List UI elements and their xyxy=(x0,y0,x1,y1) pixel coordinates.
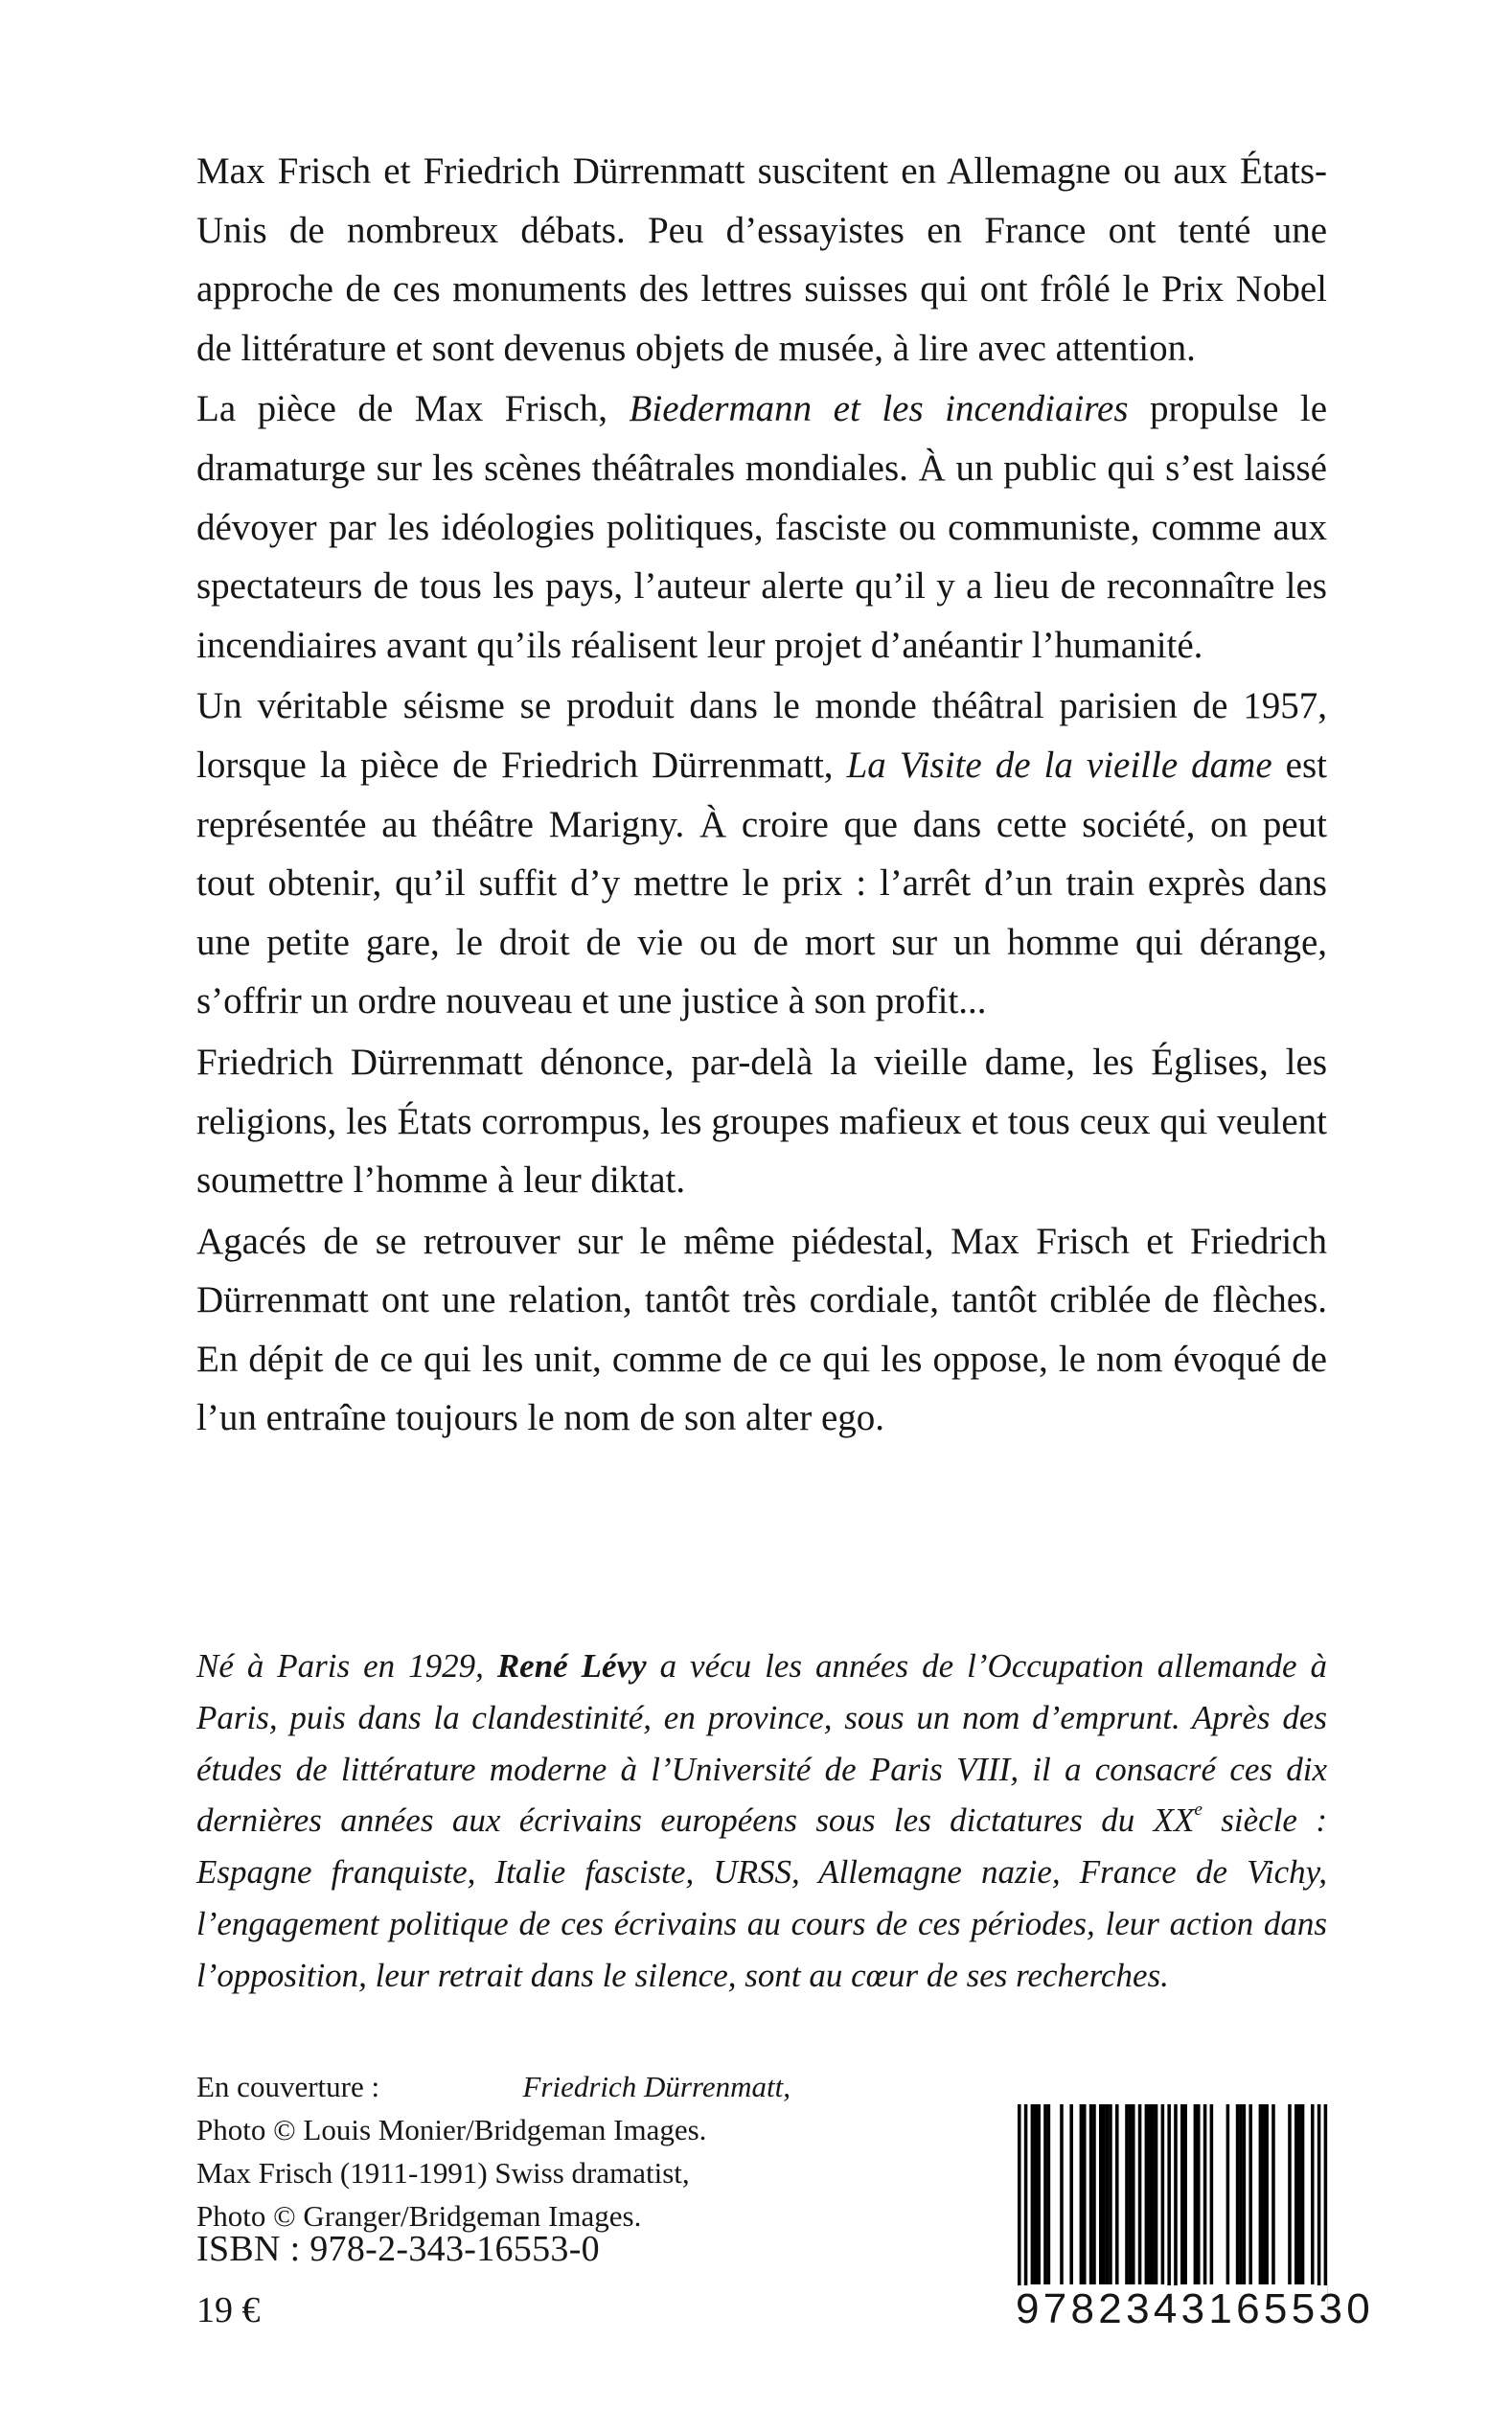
barcode-bar xyxy=(1262,2104,1266,2284)
barcode-digits: 9782343165530 xyxy=(1016,2285,1375,2332)
barcode-bar xyxy=(1031,2104,1035,2284)
barcode-bar xyxy=(1288,2104,1292,2284)
barcode-bar xyxy=(1265,2104,1269,2284)
barcode-bar xyxy=(1132,2104,1135,2284)
barcode-bar xyxy=(1203,2104,1207,2284)
barcode-bar xyxy=(1236,2104,1240,2284)
barcode-bar xyxy=(1069,2104,1073,2284)
barcode-bar xyxy=(1180,2104,1184,2284)
barcode-bar xyxy=(1311,2104,1315,2284)
summary-paragraph-5: Agacés de se retrouver sur le même piédestal, Max Frisch et Friedrich Dürrenmatt ont une relation, tantôt très cordiale, tantôt criblée de flèches. En dépit de ce qui les unit, comme de ce qui les oppose, le nom évoqué de l’un entraîne toujours le nom de son alter ego. xyxy=(196,1220,1327,1439)
credit-line-3: Max Frisch (1911-1991) Swiss dramatist, xyxy=(196,2156,690,2190)
barcode-bar xyxy=(1138,2104,1142,2284)
play-title-visite: La Visite de la vieille dame xyxy=(846,744,1272,786)
barcode-bar xyxy=(1037,2104,1041,2284)
barcode-bar xyxy=(1155,2104,1158,2284)
barcode-bar xyxy=(1167,2104,1171,2306)
barcode-bar xyxy=(1317,2104,1321,2306)
barcode-bar xyxy=(1197,2104,1201,2284)
summary-paragraph-4: Friedrich Dürrenmatt dénonce, par-delà la vieille dame, les Églises, les religions, les États corrompus, les groupes mafieux et tous ceux qui veulent soumettre l’homme à leur diktat. xyxy=(196,1041,1327,1202)
summary-paragraph-1: Max Frisch et Friedrich Dürrenmatt suscitent en Allemagne ou aux États-Unis de nombreux débats. Peu d’essayistes en France ont tenté une approche de ces monuments des lettres suisses qui ont frôlé le Prix Nobel de littérature et sont devenus objets de musée, à lire avec attention. xyxy=(196,150,1327,369)
isbn-number: ISBN : 978-2-343-16553-0 xyxy=(196,2229,600,2269)
barcode-bar xyxy=(1047,2104,1051,2284)
barcode-bar xyxy=(1271,2104,1275,2284)
barcode-bar xyxy=(1145,2104,1149,2284)
barcode-bar xyxy=(1043,2104,1047,2284)
book-summary xyxy=(196,142,1327,1448)
cover-photo-credits xyxy=(196,2065,790,2237)
barcode-bar xyxy=(1148,2104,1152,2284)
barcode-bar xyxy=(1018,2104,1021,2306)
credit-line-4: Photo © Granger/Bridgeman Images. xyxy=(196,2199,642,2233)
barcode-bar xyxy=(1060,2104,1064,2284)
barcode-bar xyxy=(1089,2104,1093,2284)
barcode-bar xyxy=(1297,2104,1301,2284)
barcode-bar xyxy=(1259,2104,1263,2284)
barcode-bar xyxy=(1324,2104,1328,2306)
barcode-bar xyxy=(1161,2104,1165,2284)
author-name: René Lévy xyxy=(496,1647,647,1685)
summary-paragraph-2: La pièce de Max Frisch, Biedermann et les incendiaires propulse le dramaturge sur les scènes théâtrales mondiales. À un public qui s’est laissé dévoyer par les idéologies politiques, fasciste ou communiste, comme aux spectateurs de tous les pays, l’auteur alerte qu’il y a lieu de reconnaître les incendiaires avant qu’ils réalisent leur projet d’anéantir l’humanité. xyxy=(196,388,1327,666)
barcode-bar xyxy=(1109,2104,1112,2284)
author-biography: Né à Paris en 1929, René Lévy a vécu les années de l’Occupation allemande à Paris, puis dans la clandestinité, en province, sous un nom d’emprunt. Après des études de littérature moderne à l’Université de Paris VIII, il a consacré ces dix dernières années aux écrivains européens sous les dictatures du XXe siècle : Espagne franquiste, Italie fasciste, URSS, Allemagne nazie, France de Vichy, l’engagement politique de ces écrivains au cours de ces périodes, leur action dans l’opposition, leur retrait dans le silence, sont au cœur de ses recherches. xyxy=(196,1647,1327,1994)
barcode-bar xyxy=(1080,2104,1084,2284)
barcode-bar xyxy=(1106,2104,1110,2284)
barcode-bar xyxy=(1301,2104,1305,2284)
barcode-bar xyxy=(1125,2104,1129,2284)
barcode-bar xyxy=(1239,2104,1243,2284)
price: 19 € xyxy=(196,2290,261,2330)
barcode-bar xyxy=(1115,2104,1119,2284)
barcode-bar xyxy=(1174,2104,1178,2306)
barcode-bar xyxy=(1034,2104,1038,2284)
barcode-bar xyxy=(1151,2104,1155,2284)
play-title-biedermann: Biedermann et les incendiaires xyxy=(629,388,1129,430)
barcode-bar xyxy=(1102,2104,1106,2284)
barcode-bar xyxy=(1194,2104,1198,2284)
barcode-bar xyxy=(1099,2104,1103,2284)
barcode-bar xyxy=(1129,2104,1133,2284)
barcode-bar xyxy=(1226,2104,1230,2284)
barcode-bar xyxy=(1024,2104,1028,2306)
summary-paragraph-3: Un véritable séisme se produit dans le monde théâtral parisien de 1957, lorsque la pièce de Friedrich Dürrenmatt, La Visite de la vieille dame est représentée au théâtre Marigny. À croire que dans cette société, on peut tout obtenir, qu’il suffit d’y mettre le prix : l’arrêt d’un train exprès dans une petite gare, le droit de vie ou de mort sur un homme qui dérange, s’offrir un ordre nouveau et une justice à son profit... xyxy=(196,685,1327,1022)
barcode-bar xyxy=(1243,2104,1247,2284)
barcode-bar xyxy=(1083,2104,1087,2284)
credit-line-2: Photo © Louis Monier/Bridgeman Images. xyxy=(196,2113,707,2146)
barcode-bar xyxy=(1294,2104,1298,2284)
credit-line-1: En couverture : Friedrich Dürrenmatt, xyxy=(196,2070,790,2103)
barcode-bar xyxy=(1210,2104,1214,2284)
barcode-bar xyxy=(1183,2104,1187,2284)
barcode-bar xyxy=(1249,2104,1252,2284)
barcode-bar xyxy=(1092,2104,1096,2284)
